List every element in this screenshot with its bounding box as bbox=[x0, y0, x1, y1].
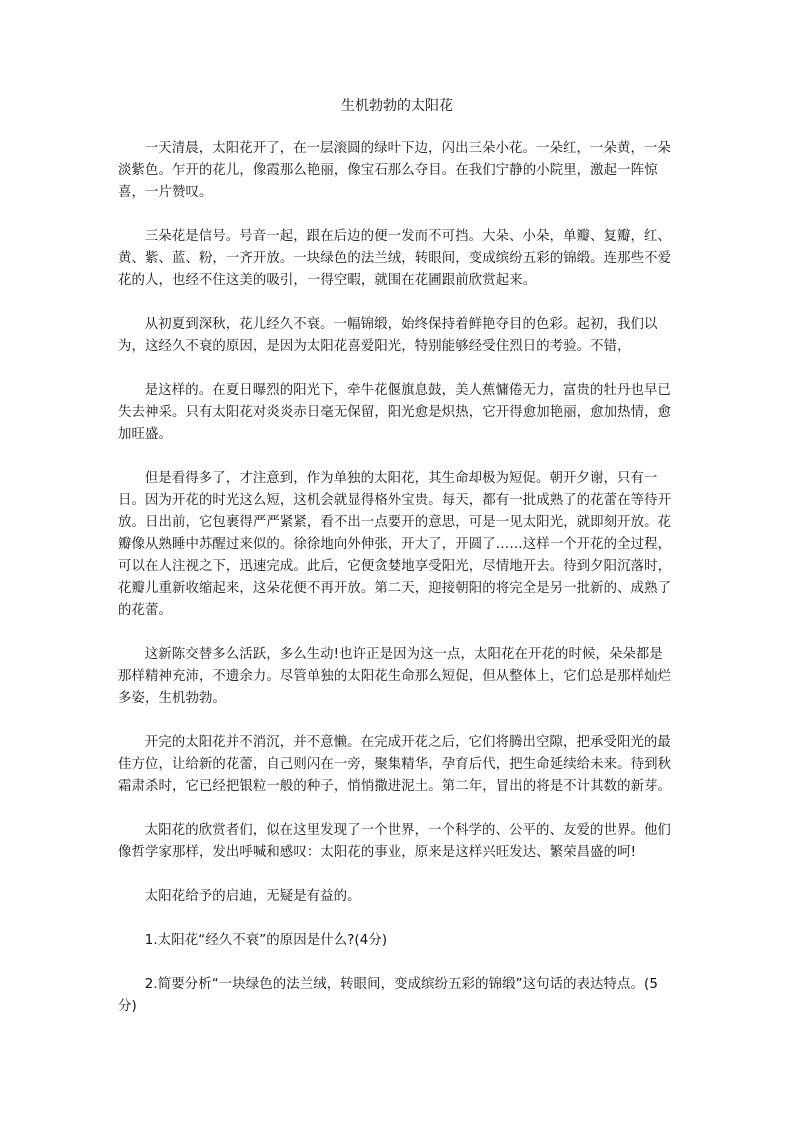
paragraph-4: 是这样的。在夏日曝烈的阳光下，牵牛花偃旗息鼓，美人蕉慵倦无力，富贵的牡丹也早已失去神采。只有太阳花对炎炎赤日毫无保留，阳光愈是炽热，它开得愈加艳丽，愈加热情，愈加旺盛。 bbox=[118, 383, 672, 442]
paragraph-8: 太阳花的欣赏者们，似在这里发现了一个世界，一个科学的、公平的、友爱的世界。他们像哲学家那样，发出呼喊和感叹：太阳花的事业，原来是这样兴旺发达、繁荣昌盛的呵! bbox=[118, 823, 671, 860]
paragraph-gap bbox=[118, 622, 676, 644]
paragraph-1: 一天清晨，太阳花开了，在一层滚圆的绿叶下边，闪出三朵小花。一朵红，一朵黄，一朵淡紫色。乍开的花儿，像霞那么艳丽，像宝石那么夺目。在我们宁静的小院里，激起一阵惊喜，一片赞叹。 bbox=[118, 141, 671, 200]
document-body bbox=[118, 138, 676, 1018]
paragraph-9: 太阳花给予的启迪，无疑是有益的。 bbox=[144, 889, 361, 904]
paragraph-gap bbox=[118, 952, 676, 974]
paragraph-gap bbox=[118, 864, 676, 886]
paragraph-6: 这新陈交替多么活跃，多么生动!也许正是因为这一点，太阳花在开花的时候，朵朵都是那样精神充沛，不遗余力。尽管单独的太阳花生命那么短促，但从整体上，它们总是那样灿烂多姿，生机勃勃。 bbox=[118, 647, 672, 706]
paragraph-gap bbox=[118, 908, 676, 930]
paragraph-gap bbox=[118, 358, 676, 380]
question-2: 2.简要分析“一块绿色的法兰绒，转眼间，变成缤纷五彩的锦缎”这句话的表达特点。(5分) bbox=[118, 977, 658, 1014]
page-title: 生机勃勃的太阳花 bbox=[341, 98, 453, 114]
paragraph-gap bbox=[118, 446, 676, 468]
paragraph-7: 开完的太阳花并不消沉，并不意懒。在完成开花之后，它们将腾出空隙，把承受阳光的最佳方位，让给新的花蕾，自己则闪在一旁，聚集精华，孕育后代，把生命延续给未来。待到秋霜肃杀时，它已经把银粒一般的种子，悄悄撒进泥土。第二年，冒出的将是不计其数的新芽。 bbox=[118, 735, 672, 794]
paragraph-gap bbox=[118, 204, 676, 226]
question-1: 1.太阳花“经久不衰”的原因是什么?(4分) bbox=[144, 933, 388, 948]
paragraph-gap bbox=[118, 292, 676, 314]
paragraph-5: 但是看得多了，才注意到，作为单独的太阳花，其生命却极为短促。朝开夕谢，只有一日。因为开花的时光这么短，这机会就显得格外宝贵。每天，都有一批成熟了的花蕾在等待开放。日出前，它包裹得严严紧紧，看不出一点要开的意思，可是一见太阳光，就即刻开放。花瓣像从熟睡中苏醒过来似的。徐徐地向外伸张，开大了，开圆了……这样一个开花的全过程，可以在人注视之下，迅速完成。此后，它便贪婪地享受阳光，尽情地开去。待到夕阳沉落时，花瓣儿重新收缩起来，这朵花便不再开放。第二天，迎接朝阳的将完全是另一批新的、成熟了的花蕾。 bbox=[118, 471, 672, 618]
paragraph-2: 三朵花是信号。号音一起，跟在后边的便一发而不可挡。大朵、小朵，单瓣、复瓣，红、黄、紫、蓝、粉，一齐开放。一块绿色的法兰绒，转眼间，变成缤纷五彩的锦缎。连那些不爱花的人，也经不住这美的吸引，一得空暇，就围在花圃跟前欣赏起来。 bbox=[118, 229, 672, 288]
paragraph-3: 从初夏到深秋，花儿经久不衰。一幅锦缎，始终保持着鲜艳夺目的色彩。起初，我们以为，这经久不衰的原因，是因为太阳花喜爱阳光，特别能够经受住烈日的考验。不错， bbox=[118, 317, 658, 354]
paragraph-gap bbox=[118, 710, 676, 732]
paragraph-gap bbox=[118, 798, 676, 820]
